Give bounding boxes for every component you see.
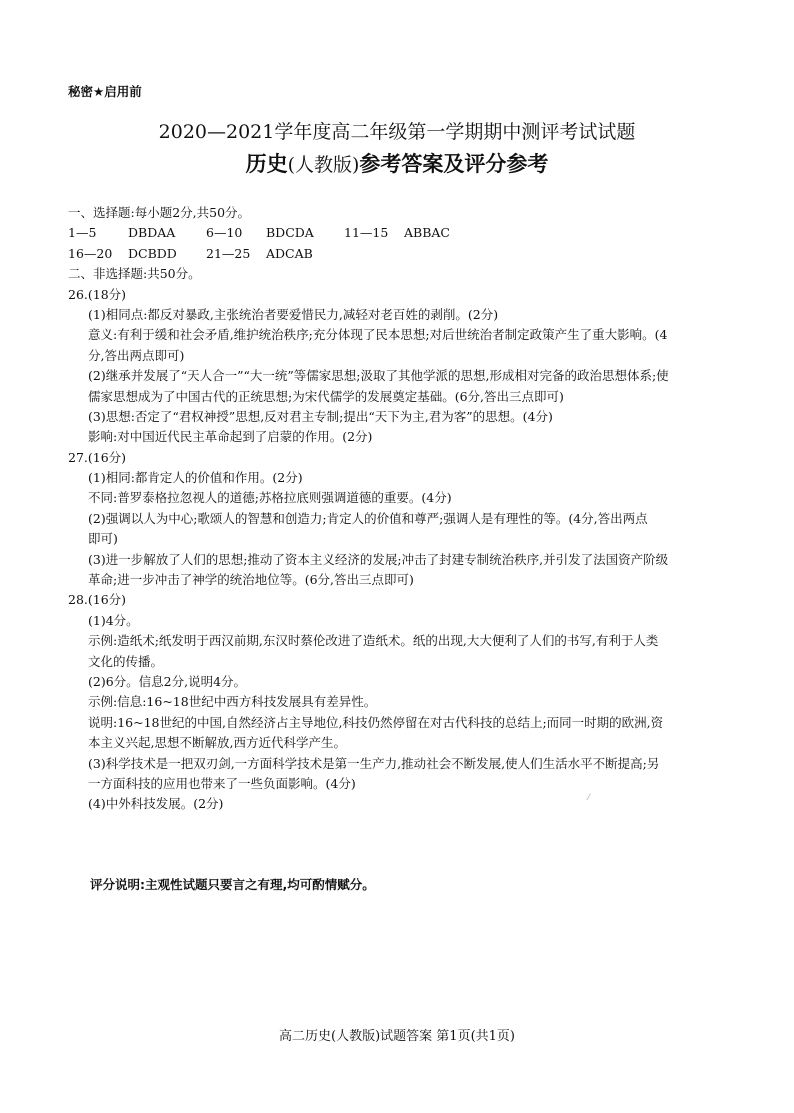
scoring-note: 评分说明:主观性试题只要言之有理,均可酌情赋分。 bbox=[90, 877, 375, 892]
edition-label: (人教版) bbox=[287, 154, 360, 176]
q26-line: 儒家思想成为了中国古代的正统思想;为宋代儒学的发展奠定基础。(6分,答出三点即可) bbox=[88, 388, 564, 404]
q28-line: 本主义兴起,思想不断解放,西方近代科学产生。 bbox=[88, 735, 346, 751]
q28-line: (4)中外科技发展。(2分) bbox=[88, 796, 224, 812]
q28-line: 示例:造纸术;纸发明于西汉前期,东汉时蔡伦改进了造纸术。纸的出现,大大便利了人们的书写,有利于人类 bbox=[88, 633, 659, 649]
answer-key-label: 参考答案及评分参考 bbox=[359, 151, 549, 176]
q26-line: 影响:对中国近代民主革命起到了启蒙的作用。(2分) bbox=[88, 429, 373, 445]
subject-label: 历史 bbox=[245, 151, 288, 176]
q26-line: 意义:有利于缓和社会矛盾,维护统治秩序;充分体现了民本思想;对后世统治者制定政策产生了重大影响。(4 bbox=[88, 327, 668, 343]
q26-title: 26.(18分) bbox=[68, 286, 127, 302]
choice-answers-row-1 bbox=[68, 223, 748, 243]
q28-line: 说明:16~18世纪的中国,自然经济占主导地位,科技仍然停留在对古代科技的总结上;而同一时期的欧洲,资 bbox=[88, 714, 664, 730]
exam-title: 2020—2021学年度高二年级第一学期期中测评考试试题 bbox=[158, 121, 636, 143]
q26-line: (3)思想:否定了“君权神授”思想,反对君主专制;提出“天下为主,君为客”的思想。(4分) bbox=[88, 408, 553, 424]
q28-line: (3)科学技术是一把双刃剑,一方面科学技术是第一生产力,推动社会不断发展,使人们生活水平不断提高;另 bbox=[88, 755, 660, 771]
q27-line: (1)相同:都肯定人的价值和作用。(2分) bbox=[88, 470, 303, 486]
answer-key-title bbox=[0, 148, 794, 178]
answer-group: 16—20 DCBDD bbox=[68, 245, 177, 261]
answer-group: 1—5 DBDAA bbox=[68, 225, 176, 241]
q26-line: (1)相同点:都反对暴政,主张统治者要爱惜民力,减轻对老百姓的剥削。(2分) bbox=[88, 306, 499, 322]
confidential-label: 秘密★启用前 bbox=[68, 84, 142, 99]
q27-line: (3)进一步解放了人们的思想;推动了资本主义经济的发展;冲击了封建专制统治秩序,并引发了法国资产阶级 bbox=[88, 551, 669, 567]
q27-line: (2)强调以人为中心;歌颂人的智慧和创造力;肯定人的价值和尊严;强调人是有理性的等。(4分,答出两点 bbox=[88, 510, 648, 526]
q27-line: 不同:普罗泰格拉忽视人的道德;苏格拉底则强调道德的重要。(4分) bbox=[88, 490, 452, 506]
answer-content bbox=[68, 203, 748, 815]
answer-group: 21—25 ADCAB bbox=[206, 245, 313, 261]
scan-mark-icon: ⁄ bbox=[588, 793, 590, 802]
answer-group: 11—15 ABBAC bbox=[344, 225, 450, 241]
q27-line: 即可) bbox=[88, 531, 118, 547]
q28-title: 28.(16分) bbox=[68, 592, 127, 608]
q28-line: (2)6分。信息2分,说明4分。 bbox=[88, 673, 247, 689]
q28-line: 示例:信息:16~18世纪中西方科技发展具有差异性。 bbox=[88, 694, 377, 710]
q28-line: (1)4分。 bbox=[88, 612, 139, 628]
choice-answers-row-2 bbox=[68, 244, 748, 264]
q28-line: 文化的传播。 bbox=[88, 653, 164, 669]
q27-line: 革命;进一步冲击了神学的统治地位等。(6分,答出三点即可) bbox=[88, 572, 414, 588]
section2-heading: 二、非选择题:共50分。 bbox=[68, 266, 201, 282]
answer-group: 6—10 BDCDA bbox=[206, 225, 314, 241]
q26-line: (2)继承并发展了“天人合一”“大一统”等儒家思想;汲取了其他学派的思想,形成相对完备的政治思想体系;使 bbox=[88, 368, 669, 384]
q27-title: 27.(16分) bbox=[68, 449, 127, 465]
q28-line: 一方面科技的应用也带来了一些负面影响。(4分) bbox=[88, 775, 356, 791]
page-footer: 高二历史(人教版)试题答案 第1页(共1页) bbox=[279, 1029, 515, 1044]
q26-line: 分,答出两点即可) bbox=[88, 347, 185, 363]
section1-heading: 一、选择题:每小题2分,共50分。 bbox=[68, 205, 251, 220]
